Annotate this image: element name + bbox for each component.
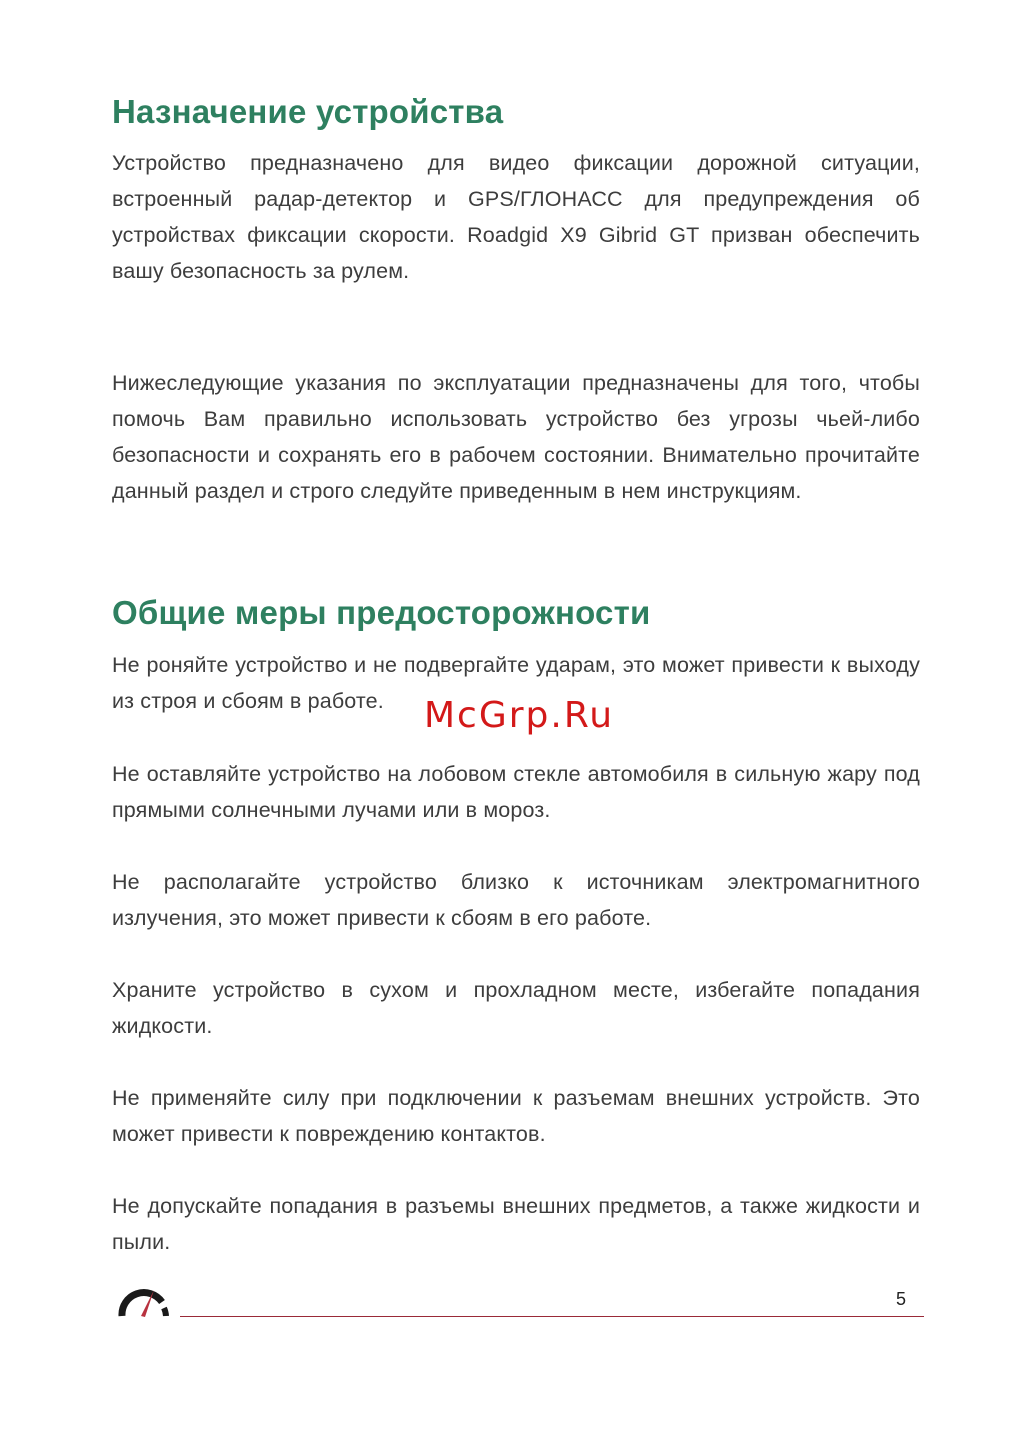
- purpose-instructions-paragraph: Нижеследующие указания по эксплуатации предназначены для того, чтобы помочь Вам правильно использовать устройство без угрозы чьей-либо безопасности и сохранять его в рабочем состоянии. Внимательно прочитайте данный раздел и строго следуйте приведенным в нем инструкциям.: [112, 371, 920, 503]
- precaution-item: Не допускайте попадания в разъемы внешних предметов, а также жидкости и пыли.: [112, 1194, 920, 1254]
- precaution-item: Храните устройство в сухом и прохладном месте, избегайте попадания жидкости.: [112, 978, 920, 1038]
- page-number: 5: [896, 1289, 907, 1309]
- section-title-precautions: Общие меры предосторожности: [112, 594, 651, 631]
- watermark: McGrp.Ru: [424, 695, 615, 736]
- precaution-item: Не применяйте силу при подключении к разъемам внешних устройств. Это может привести к повреждению контактов.: [112, 1086, 920, 1146]
- purpose-paragraph: Устройство предназначено для видео фиксации дорожной ситуации, встроенный радар-детектор и GPS/ГЛОНАСС для предупреждения об устройствах фиксации скорости. Roadgid X9 Gibrid GT призван обеспечить вашу безопасность за рулем.: [112, 151, 920, 283]
- speedometer-icon: [114, 1280, 170, 1320]
- precaution-item: Не оставляйте устройство на лобовом стекле автомобиля в сильную жару под прямыми солнечными лучами или в мороз.: [112, 762, 920, 822]
- precaution-item: Не роняйте устройство и не подвергайте ударам, это может привести к выходу из строя и сбоям в работе.: [112, 653, 920, 713]
- footer-divider: [180, 1316, 924, 1317]
- precaution-item: Не располагайте устройство близко к источникам электромагнитного излучения, это может привести к сбоям в его работе.: [112, 870, 920, 930]
- section-title-purpose: Назначение устройства: [112, 93, 504, 130]
